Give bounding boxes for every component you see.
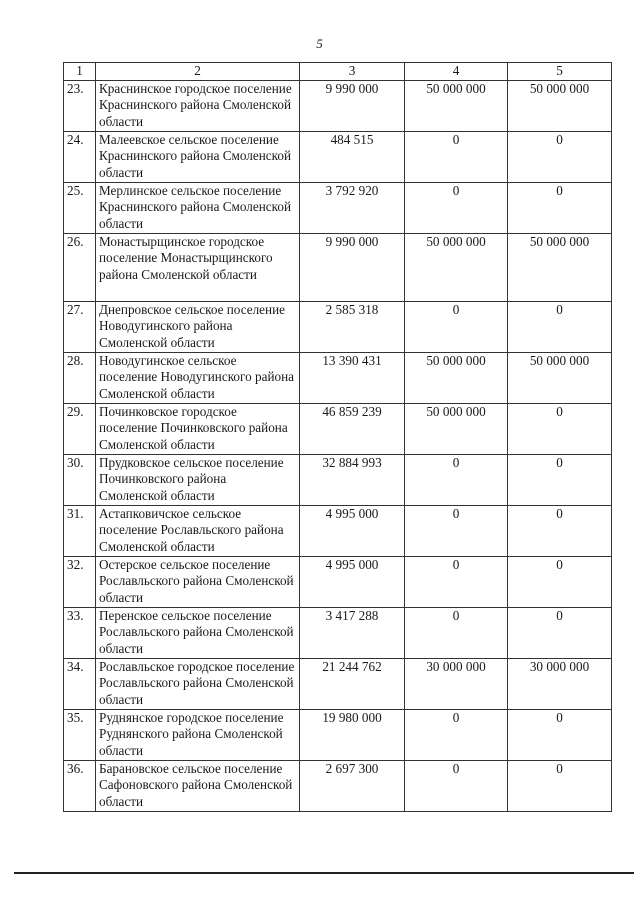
amount-col-3: 3 792 920 [300,182,405,233]
header-col-2: 2 [96,63,300,81]
row-index: 30. [64,454,96,505]
header-col-5: 5 [508,63,612,81]
table-row [64,131,612,182]
amount-col-5: 0 [508,182,612,233]
header-col-4: 4 [405,63,508,81]
header-col-3: 3 [300,63,405,81]
settlement-name: Перенское сельское поселение Рославльского района Смоленской области [96,607,300,658]
table-row [64,658,612,709]
table-row [64,607,612,658]
header-col-1: 1 [64,63,96,81]
row-index: 33. [64,607,96,658]
settlement-name: Днепровское сельское поселение Новодугинского района Смоленской области [96,301,300,352]
table-row [64,233,612,301]
row-index: 31. [64,505,96,556]
amount-col-4: 0 [405,454,508,505]
amount-col-3: 32 884 993 [300,454,405,505]
amount-col-5: 0 [508,760,612,811]
amount-col-4: 50 000 000 [405,233,508,301]
amount-col-3: 9 990 000 [300,233,405,301]
amount-col-3: 2 697 300 [300,760,405,811]
amount-col-4: 0 [405,709,508,760]
settlement-name: Монастырщинское городское поселение Монастырщинского района Смоленской области [96,233,300,301]
amount-col-3: 4 995 000 [300,505,405,556]
table-row [64,403,612,454]
amount-col-5: 0 [508,556,612,607]
table-row [64,454,612,505]
amount-col-3: 46 859 239 [300,403,405,454]
row-index: 25. [64,182,96,233]
table-row [64,80,612,131]
page-number: 5 [316,36,323,51]
amount-col-5: 50 000 000 [508,233,612,301]
amount-col-3: 4 995 000 [300,556,405,607]
amount-col-3: 3 417 288 [300,607,405,658]
row-index: 26. [64,233,96,301]
amount-col-5: 0 [508,454,612,505]
amount-col-5: 30 000 000 [508,658,612,709]
settlement-name: Новодугинское сельское поселение Новодугинского района Смоленской области [96,352,300,403]
header-row [64,63,612,81]
row-index: 24. [64,131,96,182]
budget-table [63,62,612,812]
table-body [64,80,612,811]
table-row [64,556,612,607]
amount-col-5: 50 000 000 [508,352,612,403]
settlement-name: Краснинское городское поселение Краснинского района Смоленской области [96,80,300,131]
footer-divider [14,872,634,874]
amount-col-5: 0 [508,709,612,760]
amount-col-5: 0 [508,403,612,454]
amount-col-3: 19 980 000 [300,709,405,760]
amount-col-4: 50 000 000 [405,352,508,403]
amount-col-5: 0 [508,131,612,182]
row-index: 32. [64,556,96,607]
row-index: 35. [64,709,96,760]
table-row [64,760,612,811]
table-row [64,709,612,760]
settlement-name: Барановское сельское поселение Сафоновского района Смоленской области [96,760,300,811]
settlement-name: Остерское сельское поселение Рославльского района Смоленской области [96,556,300,607]
settlement-name: Руднянское городское поселение Руднянского района Смоленской области [96,709,300,760]
amount-col-4: 0 [405,505,508,556]
row-index: 36. [64,760,96,811]
settlement-name: Мерлинское сельское поселение Краснинского района Смоленской области [96,182,300,233]
amount-col-4: 0 [405,131,508,182]
row-index: 27. [64,301,96,352]
row-index: 29. [64,403,96,454]
amount-col-3: 9 990 000 [300,80,405,131]
settlement-name: Астапковичское сельское поселение Рославльского района Смоленской области [96,505,300,556]
amount-col-4: 0 [405,607,508,658]
amount-col-4: 0 [405,760,508,811]
settlement-name: Починковское городское поселение Починковского района Смоленской области [96,403,300,454]
table-row [64,505,612,556]
settlement-name: Малеевское сельское поселение Краснинского района Смоленской области [96,131,300,182]
amount-col-4: 0 [405,182,508,233]
amount-col-3: 13 390 431 [300,352,405,403]
table-row [64,301,612,352]
amount-col-4: 0 [405,556,508,607]
amount-col-4: 50 000 000 [405,403,508,454]
table-row [64,182,612,233]
table-row [64,352,612,403]
amount-col-3: 484 515 [300,131,405,182]
amount-col-5: 0 [508,607,612,658]
amount-col-5: 0 [508,505,612,556]
amount-col-4: 50 000 000 [405,80,508,131]
settlement-name: Прудковское сельское поселение Починковского района Смоленской области [96,454,300,505]
row-index: 28. [64,352,96,403]
amount-col-3: 21 244 762 [300,658,405,709]
amount-col-4: 30 000 000 [405,658,508,709]
amount-col-5: 50 000 000 [508,80,612,131]
settlement-name: Рославльское городское поселение Рославльского района Смоленской области [96,658,300,709]
amount-col-3: 2 585 318 [300,301,405,352]
row-index: 34. [64,658,96,709]
amount-col-5: 0 [508,301,612,352]
row-index: 23. [64,80,96,131]
amount-col-4: 0 [405,301,508,352]
